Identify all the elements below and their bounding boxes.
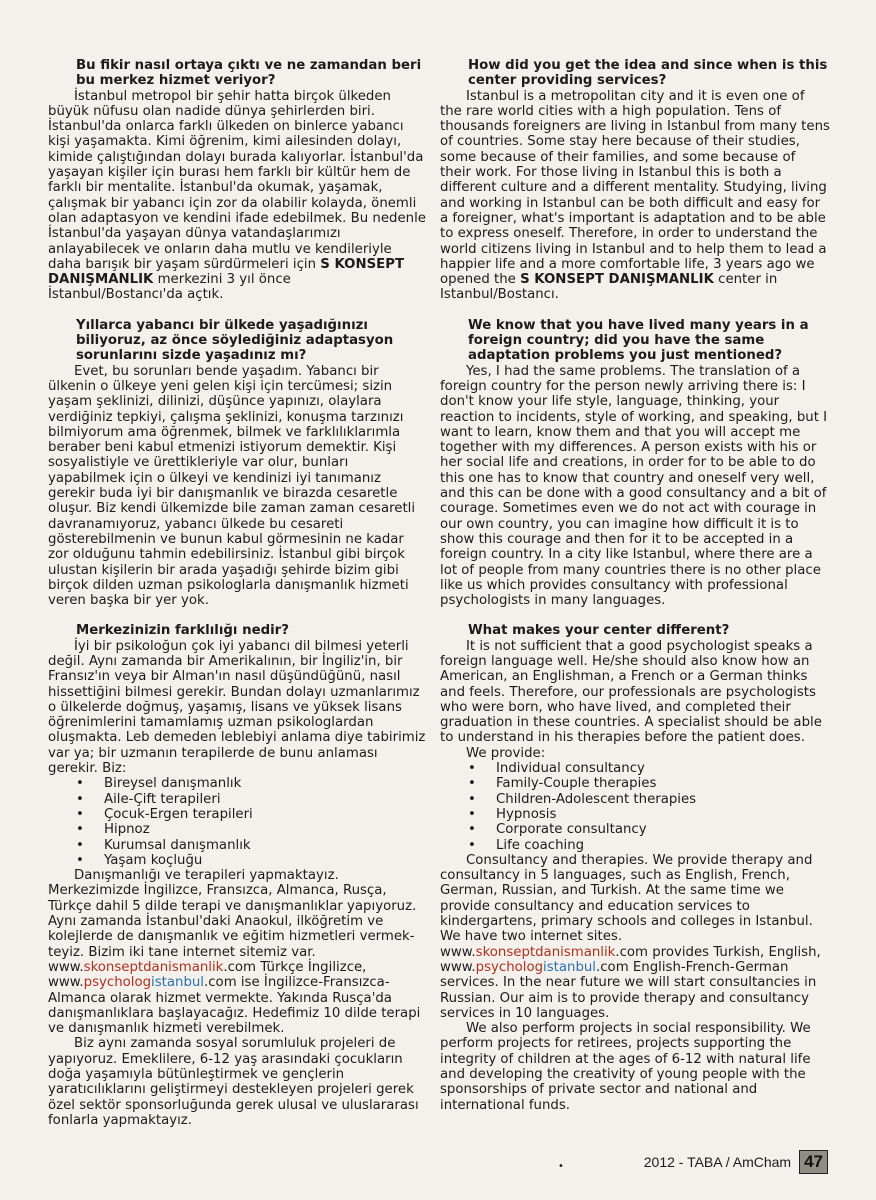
answer-1-en: Istanbul is a metropolitan city and it is even one of the rare world cities with a high population. Tens of thousands foreigners are living in Istanbul from many tens of countries. Some stay here because of their studies, some because of their families, and some because of their work. For those living in Istanbul this is both a different culture and a different mentality. Studying, living and working in Istanbul can be both difficult and easy for a foreigner, what's important is adaptation and to be able to express oneself. Therefore, in order to understand the world citizens living in Istanbul and to help them to lead a happier life and a more comfortable life, 3 years ago we opened the S KONSEPT DANIŞMANLIK center in Istanbul/Bostancı. (440, 88, 830, 303)
english-column (440, 58, 830, 1113)
website-2-tr: www.psychologistanbul.com ise İngilizce-Fransızca-Almanca olarak hizmet vermekte. Yakında Rusça'da danışmanlıklara başlayacağız. Hedefimiz 10 dilde terapi ve danışmanlık hizmeti verebilmek. (48, 975, 421, 1037)
list-item: • Life coaching (468, 838, 830, 853)
publication-label: 2012 - TABA / AmCham (643, 1154, 792, 1170)
list-item: • Family-Couple therapies (468, 776, 830, 791)
list-item: • Hypnosis (468, 807, 830, 822)
answer-1-tr: İstanbul metropol bir şehir hatta birçok ülkeden büyük nüfusu olan nadide dünya şehirlerden biri. İstanbul'da onlarca farklı ülkeden on binlerce yabancı kişi yaşamakta. Kimi öğrenim, kimi ailesinden dolayı, kimide çalıştığından dolayı burada kalıyorlar. İstanbul'da yaşayan kişiler için burası hem farklı bir kültür hem de farklı bir mentalite. İstanbul'da okumak, yaşamak, çalışmak bir yabancı için zor da olabilir kolayda, önemli olan adaptasyon ve kendini ifade edebilmek. Bu nedenle İstanbul'da yaşayan dünya vatandaşlarımızı anlayabilecek ve onların daha mutlu ve kendileriyle daha barışık bir yaşam sürdürmeleri için S KONSEPT DANIŞMANLIK merkezini 3 yıl önce İstanbul/Bostancı'da açtık. (48, 88, 426, 303)
question-3-tr: Merkezinizin farklılığı nedir? (76, 623, 289, 639)
website-2-en: www.psychologistanbul.com English-French-German services. In the near future we will start consultancies in Russian. Our aim is to provide therapy and consultancy services in 10 languages. (440, 959, 817, 1021)
decorative-dot: • (558, 1161, 564, 1172)
answer-3-tr: İyi bir psikoloğun çok iyi yabancı dil bilmesi yeterli değil. Aynı zamanda bir Amerikalının, bir İngiliz'in, bir Fransız'ın veya bir Alman'ın nasıl düşündüğünü, nasıl hissettiğini bilmesi gerekir. Bundan dolayı uzmanlarımız o ülkelerde doğmuş, yaşamış, lisans ve yüksek lisans öğrenimlerini tamamlamış uzman psikologlardan oluşmakta. Leb demeden leblebiyi anlama diye tabirimiz var ya; bir uzmanın terapilerde de bunu anlaması gerekir. Biz: (48, 638, 426, 777)
list-item: • Çocuk-Ergen terapileri (76, 807, 426, 822)
website-link-psycholog[interactable]: psycholog (475, 959, 544, 975)
list-item: • Kurumsal danışmanlık (76, 838, 426, 853)
website-link-skonsept[interactable]: skonseptdanismanlik (83, 959, 224, 975)
website-link-psycholog[interactable]: psycholog (83, 975, 152, 991)
answer-3-last-en: We also perform projects in social responsibility. We perform projects for retirees, projects supporting the integrity of children at the ages of 6-12 with natural life and developing the creativity of young people with the sponsorships of private sector and national and international funds. (440, 1021, 811, 1113)
website-1-tr: www.skonseptdanismanlik.com Türkçe İngilizce, (48, 959, 367, 975)
list-item: • Corporate consultancy (468, 822, 830, 837)
list-item: • Hipnoz (76, 822, 426, 837)
page-number: 47 (799, 1150, 828, 1174)
services-list-en (440, 761, 830, 853)
answer-3-en: It is not sufficient that a good psychologist speaks a foreign language well. He/she should also know how an American, an Englishman, a French or a German thinks and feels. Therefore, our professionals are psychologists who were born, who have lived, and completed their graduation in these countries. A specialist should be able to understand in his therapies before the patient does. (440, 638, 822, 746)
answer-3-continued-en: Consultancy and therapies. We provide therapy and consultancy in 5 languages, such as English, French, German, Russian, and Turkish. At the same time we provide consultancy and education services to kindergartens, primary schools and colleges in Istanbul. We have two internet sites. (440, 852, 813, 945)
answer-2-en: Yes, I had the same problems. The translation of a foreign country for the person newly arriving there is: I don't know your life style, language, thinking, your reaction to incidents, style of working, and speaking, but I want to learn, know them and that you will accept me together with my differences. A person exists with his or her social life and creations, in order for to be able to do this one has to know that country and oneself very well, and this can be done with a good consultancy and a bit of courage. Sometimes even we do not act with courage in our own country, you can imagine how difficult it is to show this courage and then for it to be accepted in a foreign country. In a city like Istanbul, where there are a lot of people from many countries there is no other place like us which provides consultancy with professional psychologists in many languages. (440, 363, 828, 609)
question-2-en: We know that you have lived many years in a foreign country; did you have the same adaptation problems you just mentioned? (468, 317, 809, 364)
answer-3-continued-tr: Danışmanlığı ve terapileri yapmaktayız. Merkezimizde İngilizce, Fransızca, Almanca, Rusça, Türkçe dahil 5 dilde terapi ve danışmanlıklar yapıyoruz. Aynı zamanda İstanbul'daki Anaokul, ilköğretim ve kolejlerde de danışmanlık ve eğitim hizmetleri vermekteyiz. Bizim iki tane internet sitemiz var. (48, 868, 417, 960)
question-2-tr: Yıllarca yabancı bir ülkede yaşadığınızı biliyoruz, az önce söylediğiniz adaptasyon sorunlarını sizde yaşadınız mı? (76, 317, 394, 364)
list-item: • Individual consultancy (468, 761, 830, 776)
we-provide-label: We provide: (466, 745, 546, 761)
list-item: • Aile-Çift terapileri (76, 792, 426, 807)
website-link-skonsept[interactable]: skonseptdanismanlik (475, 944, 616, 960)
website-1-en: www.skonseptdanismanlik.com provides Turkish, English, (440, 944, 821, 960)
question-3-en: What makes your center different? (468, 623, 730, 639)
list-item: • Yaşam koçluğu (76, 853, 426, 868)
website-link-istanbul[interactable]: istanbul (151, 975, 205, 991)
list-item: • Bireysel danışmanlık (76, 776, 426, 791)
brand-name: S KONSEPT DANIŞMANLIK (48, 256, 405, 288)
answer-2-tr: Evet, bu sorunları bende yaşadım. Yabancı bir ülkenin o ülkeye yeni gelen kişi için tercümesi; sizin yaşam şeklinizi, dilinizi, düşünce yapınızı, olaylara verdiğiniz tepkiyi, çalışma şeklinizi, konuşma tarzınızı bilmiyorum ama öğrenmek, bilmek ve farklılıklarımla beraber beni kabul etmenizi istiyorum demektir. Kişi sosyalistiyle ve ürettikleriyle var olur, bunları yapabilmek için o ülkeyi ve kendinizi iyi tanımanız gerekir buda iyi bir danışmanlık ve birazda cesaretle oluşur. Biz kendi ülkemizde bile zaman zaman cesaretli davranamıyoruz, yabancı ülkede bu cesareti gösterebilmenin ve bunun kabul görmesinin ne kadar zor olduğunu tahmin edebilirsiniz. İstanbul gibi birçok ulustan kişilerin bir arada yaşadığı şehirde bizim gibi birçok dilden uzman psikologlarla danışmanlık hizmeti veren başka bir yer yok. (48, 363, 416, 609)
question-1-en: How did you get the idea and since when is this center providing services? (468, 58, 828, 89)
services-list-tr (48, 776, 426, 868)
answer-3-last-tr: Biz aynı zamanda sosyal sorumluluk projeleri de yapıyoruz. Emeklilere, 6-12 yaş arasındaki çocukların doğa yaşamıyla bütünleştirmek ve gençlerin yaratıcılıklarını geliştirmeyi destekleyen projeleri gerek özel sektör sponsorluğunda gerek ulusal ve uluslararası fonlarla yapmaktayız. (48, 1036, 419, 1128)
brand-name: S KONSEPT DANIŞMANLIK (520, 272, 714, 288)
turkish-column (48, 58, 426, 1128)
website-link-istanbul[interactable]: istanbul (543, 959, 597, 975)
question-1-tr: Bu fikir nasıl ortaya çıktı ve ne zamandan beri bu merkez hizmet veriyor? (76, 58, 422, 89)
page-footer (644, 1150, 828, 1174)
list-item: • Children-Adolescent therapies (468, 792, 830, 807)
